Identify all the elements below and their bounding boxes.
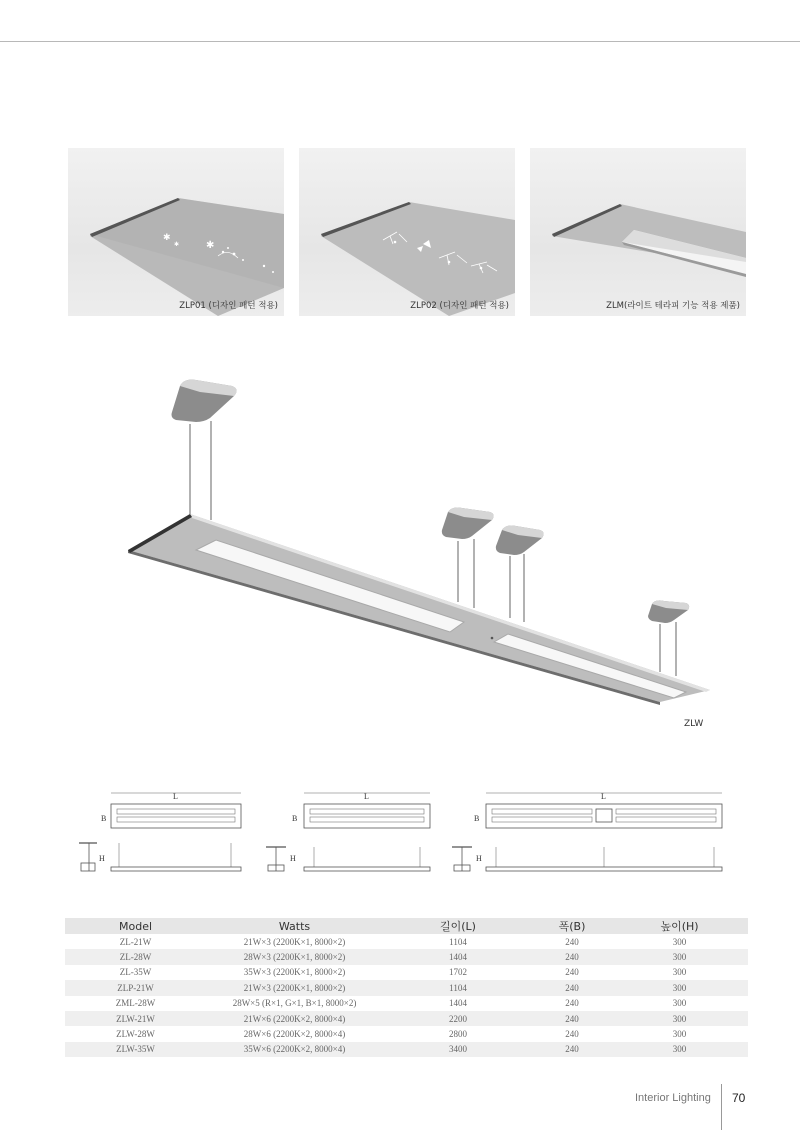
ceiling-canopy [442,508,494,540]
cell-watts: 21W×3 (2200K×1, 8000×2) [243,936,346,947]
cell-watts: 21W×3 (2200K×1, 8000×2) [206,980,383,995]
cell-height: 300 [672,967,687,978]
zlp02-fixture-image [299,148,515,316]
svg-text:✱: ✱ [206,240,215,251]
cell-model: ZL-28W [65,949,206,964]
cell-height: 300 [611,980,748,995]
svg-text:✱: ✱ [174,241,180,248]
footer-divider [721,1084,722,1130]
cell-model: ZML-28W [115,998,156,1009]
footer-section-title: Interior Lighting [635,1092,711,1104]
cell-length: 1104 [383,980,533,995]
thumbnail-caption: ZLM(라이트 테라피 기능 적용 제품) [606,301,740,311]
top-rule [0,41,800,42]
cell-length: 1404 [449,998,467,1009]
cell-watts: 21W×6 (2200K×2, 8000×4) [206,1011,383,1026]
table-row [65,1042,748,1057]
cell-width: 240 [533,1042,611,1057]
ceiling-canopy [172,380,237,422]
cell-height: 300 [611,1042,748,1057]
length-label: L [601,792,606,801]
svg-text:✱: ✱ [163,233,171,243]
page-number: 70 [732,1091,746,1105]
cell-length: 3400 [383,1042,533,1057]
thumbnail-zlp01 [68,148,284,316]
hero-model-label: ZLW [684,719,704,729]
cell-watts: 35W×3 (2200K×1, 8000×2) [243,967,346,978]
width-label: B [474,814,480,823]
dimension-drawing-long [448,785,728,880]
thumbnail-caption: ZLP01 (디자인 패턴 적용) [179,301,278,311]
length-label: L [364,792,369,801]
cell-width: 240 [565,998,579,1009]
table-row [65,1011,748,1026]
cell-height: 300 [611,949,748,964]
thumbnail-zlm [530,148,746,316]
thumbnail-zlp02 [299,148,515,316]
ceiling-canopy [496,526,544,556]
cell-length: 2800 [449,1029,467,1040]
header-length: 길이(L) [383,918,533,934]
dimension-drawing-medium [262,785,437,880]
cell-width: 240 [565,967,579,978]
cell-height: 300 [672,1029,687,1040]
hero-fixture-image [120,370,720,730]
thumbnail-caption: ZLP02 (디자인 패턴 적용) [410,301,509,311]
height-label: H [99,854,105,863]
height-label: H [476,854,482,863]
cell-length: 1104 [449,936,467,947]
cell-model: ZLW-21W [65,1011,206,1026]
cell-model: ZLP-21W [65,980,206,995]
header-width: 폭(B) [533,918,611,934]
cell-width: 240 [533,980,611,995]
cell-width: 240 [565,1029,579,1040]
cell-model: ZLW-35W [65,1042,206,1057]
zlp01-fixture-image [68,148,284,316]
spec-table [65,918,748,1057]
cell-watts: 28W×6 (2200K×2, 8000×4) [243,1029,346,1040]
cell-model: ZLW-28W [116,1029,155,1040]
header-model: Model [65,918,206,934]
cell-width: 240 [533,1011,611,1026]
table-row [65,996,748,1011]
cell-watts: 35W×6 (2200K×2, 8000×4) [206,1042,383,1057]
cell-model: ZL-35W [119,967,152,978]
table-row [65,980,748,995]
width-label: B [101,814,107,823]
table-row [65,1026,748,1041]
cell-model: ZL-21W [119,936,152,947]
table-row [65,965,748,980]
cell-watts: 28W×3 (2200K×1, 8000×2) [206,949,383,964]
cell-height: 300 [611,1011,748,1026]
zlm-fixture-image [530,148,746,316]
table-row [65,934,748,949]
cell-length: 1404 [383,949,533,964]
length-label: L [173,792,178,801]
cell-width: 240 [533,949,611,964]
cell-length: 2200 [383,1011,533,1026]
width-label: B [292,814,298,823]
table-row [65,949,748,964]
height-label: H [290,854,296,863]
ceiling-canopy [648,600,689,623]
dimension-drawing-short [75,785,250,880]
linear-fixture-body [128,514,710,705]
cell-width: 240 [565,936,579,947]
header-watts: Watts [206,918,383,934]
cell-height: 300 [672,936,687,947]
header-height: 높이(H) [611,918,748,934]
spec-table-header-row [65,918,748,934]
cell-height: 300 [672,998,687,1009]
cell-length: 1702 [449,967,467,978]
cell-watts: 28W×5 (R×1, G×1, B×1, 8000×2) [232,998,357,1009]
